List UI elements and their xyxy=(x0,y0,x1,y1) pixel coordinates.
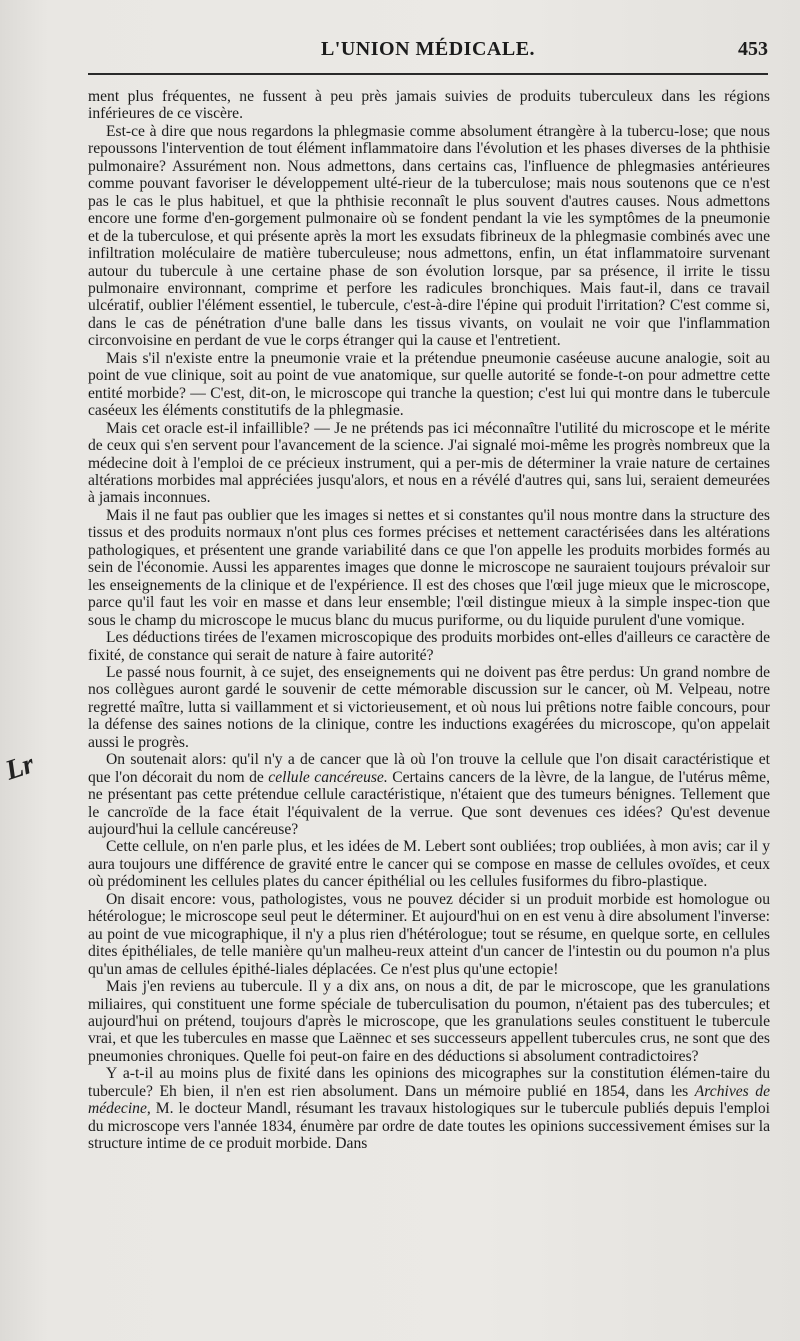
italic-text: cellule cancéreuse. xyxy=(268,768,388,786)
paragraph xyxy=(88,1065,770,1152)
header-rule xyxy=(88,73,768,75)
text-run: Mais j'en reviens au tubercule. Il y a dix ans, on nous a dit, de par le microscope, que les granulations miliaires, qui constituent une forme spéciale de tuberculisation du poumon, n'étaient pas des tubercules; et aujourd'hui on prétend, toujours d'après le microscope, que les granulations seules constituent le tubercule vrai, et que les tubercules en masse que Laënnec et ses successeurs appellent tubercules crus, ne sont que des pneumonies chroniques. Quelle foi peut-on faire en des déductions si absolument contradictoires? xyxy=(88,978,770,1065)
text-run: Mais s'il n'existe entre la pneumonie vraie et la prétendue pneumonie caséeuse aucune analogie, soit au point de vue clinique, soit au point de vue anatomique, sur quelle autorité se fonde-t-on pour admettre cette entité morbide? — C'est, dit-on, le microscope qui tranche la question; c'est lui qui montre dans le tubercule caséeux les éléments constitutifs de la phlegmasie. xyxy=(88,349,770,420)
italic-text: Archives de médecine xyxy=(88,1082,771,1118)
page-header xyxy=(88,38,768,74)
paragraph xyxy=(88,507,770,629)
paragraph xyxy=(88,664,770,751)
page-number: 453 xyxy=(738,38,768,60)
paragraph xyxy=(88,420,770,507)
paragraph xyxy=(88,751,770,838)
text-run: Est-ce à dire que nous regardons la phlegmasie comme absolument étrangère à la tubercu-lose; que nous repoussons l'intervention de tout élément inflammatoire dans l'évolution et les phases diverses de la phthisie pulmonaire? Assurément non. Nous admettons, dans certains cas, l'influence de phlegmasies antérieures comme pouvant favoriser le développement ulté-rieur de la tuberculose; mais nous soutenons que ce n'est pas le cas le plus habituel, et que la phthisie reconnaît le plus souvent d'autres causes. Nous admettons encore une forme d'en-gorgement pulmonaire où se fondent pendant la vie les symptômes de la pneumonie et de la tuberculose, et qui présente après la mort les exsudats fibrineux de la phlegmasie combinés avec une infiltration moléculaire de matière tuberculeuse; nous admettons, enfin, un état inflammatoire survenant autour du tubercule à une certaine phase de son évolution lorsque, par sa présence, il irrite le tissu pulmonaire environnant, comprime et perfore les radicules bronchiques. Mais faut-il, dans ce travail ulcératif, oublier l'élément essentiel, le tubercule, c'est-à-dire l'épine qui produit l'irritation? C'est comme si, dans le cas de pénétration d'une balle dans les tissus vivants, on voulait ne voir que l'inflammation circonvoisine en perdant de vue le corps étranger qui la cause et l'entretient. xyxy=(88,122,770,350)
text-run: Mais cet oracle est-il infaillible? — Je ne prétends pas ici méconnaître l'utilité du microscope et le mérite de ceux qui s'en servent pour l'avancement de la science. J'ai signalé moi-même les progrès nombreux que la médecine doit à l'emploi de ce précieux instrument, qui a per-mis de déterminer la vraie nature de certaines altérations morbides mal appréciées jusqu'alors, et nous en a révélé d'autres qui, sans lui, seraient demeurées à jamais inconnues. xyxy=(88,419,770,507)
paragraph xyxy=(88,123,770,350)
paragraph xyxy=(88,88,770,123)
body-text xyxy=(88,88,770,1153)
paragraph xyxy=(88,838,770,890)
margin-annotation: Lr xyxy=(1,748,38,787)
paragraph xyxy=(88,978,770,1065)
text-run: Les déductions tirées de l'examen microscopique des produits morbides ont-elles d'ailleurs ce caractère de fixité, de constance qui serait de nature à faire autorité? xyxy=(88,629,770,664)
text-run: Certains cancers de la lèvre, de la langue, de l'utérus même, ne présentant pas cette prétendue cellule caractéristique, n'étaient que des tumeurs bénignes. Tellement que le cancroïde de la face était l'équivalent de la verrue. Que sont devenues ces idées? Qu'est devenue aujourd'hui la cellule cancéreuse? xyxy=(88,768,770,839)
text-run: On soutenait alors: qu'il n'y a de cancer que là où l'on trouve la cellule que l'on disait caractéristique et que l'on décorait du nom de xyxy=(88,751,770,786)
running-title: L'UNION MÉDICALE. xyxy=(320,38,536,60)
text-run: On disait encore: vous, pathologistes, vous ne pouvez décider si un produit morbide est homologue ou hétérologue; le microscope seul peut le déterminer. Et aujourd'hui on en est venu à dire absolument l'inverse: au point de vue micographique, il n'y a plus rien d'hétérologue; tout se résume, en quelque sorte, en cellules dites épithéliales, de telle manière qu'un malheu-reux atteint d'un cancer de l'intestin ou du poumon n'a plus qu'un amas de cellules épithé-liales déplacées. Ce n'est plus qu'une ectopie! xyxy=(88,890,770,978)
text-run: , M. le docteur Mandl, résumant les travaux histologiques sur le tubercule publiés depuis l'emploi du microscope vers l'année 1834, énumère par ordre de date toutes les opinions successivement émises sur la structure intime de ce produit morbide. Dans xyxy=(88,1100,770,1153)
text-run: Le passé nous fournit, à ce sujet, des enseignements qui ne doivent pas être perdus: Un grand nombre de nos collègues auront gardé le souvenir de cette mémorable discussion sur le cancer, où M. Velpeau, notre regretté maître, lutta si vaillamment et si victorieusement, et où nous lui prêtions notre faible concours, pour la défense des saines notions de la clinique, contre les inductions exagérées du microscope, qu'on appelait aussi le progrès. xyxy=(88,663,770,751)
text-run: Mais il ne faut pas oublier que les images si nettes et si constantes qu'il nous montre dans la structure des tissus et des produits normaux n'ont plus ces formes précises et nettement caractérisées dans les altérations pathologiques, et présentent une grande variabilité dans ce que l'on appelle les produits morbides formés au sein de l'économie. Aussi les apparentes images que donne le microscope ne sauraient toujours prévaloir sur les enseignements de la clinique et de l'expérience. Il est des choses que l'œil juge mieux que le microscope, parce qu'il faut les voir en masse et dans leur ensemble; l'œil distingue mieux à la simple inspec-tion que sous le champ du microscope le mucus blanc du mucus puriforme, ou du liquide purulent d'une vomique. xyxy=(88,506,770,629)
paragraph xyxy=(88,629,770,664)
paragraph xyxy=(88,891,770,978)
text-run: Cette cellule, on n'en parle plus, et les idées de M. Lebert sont oubliées; trop oubliées, à mon avis; car il y aura toujours une différence de gravité entre le cancer qui se compose en masse de cellules ovoïdes, et ceux où prédominent les cellules plates du cancer épithélial ou les cellules fusiformes du fibro-plastique. xyxy=(88,838,770,891)
text-run: Y a-t-il au moins plus de fixité dans les opinions des micographes sur la constitution élémen-taire du tubercule? Eh bien, il n'en est rien absolument. Dans un mémoire publié en 1854, dans les xyxy=(88,1065,770,1100)
text-run: ment plus fréquentes, ne fussent à peu près jamais suivies de produits tuberculeux dans les régions inférieures de ce viscère. xyxy=(88,88,770,123)
paragraph xyxy=(88,350,770,420)
